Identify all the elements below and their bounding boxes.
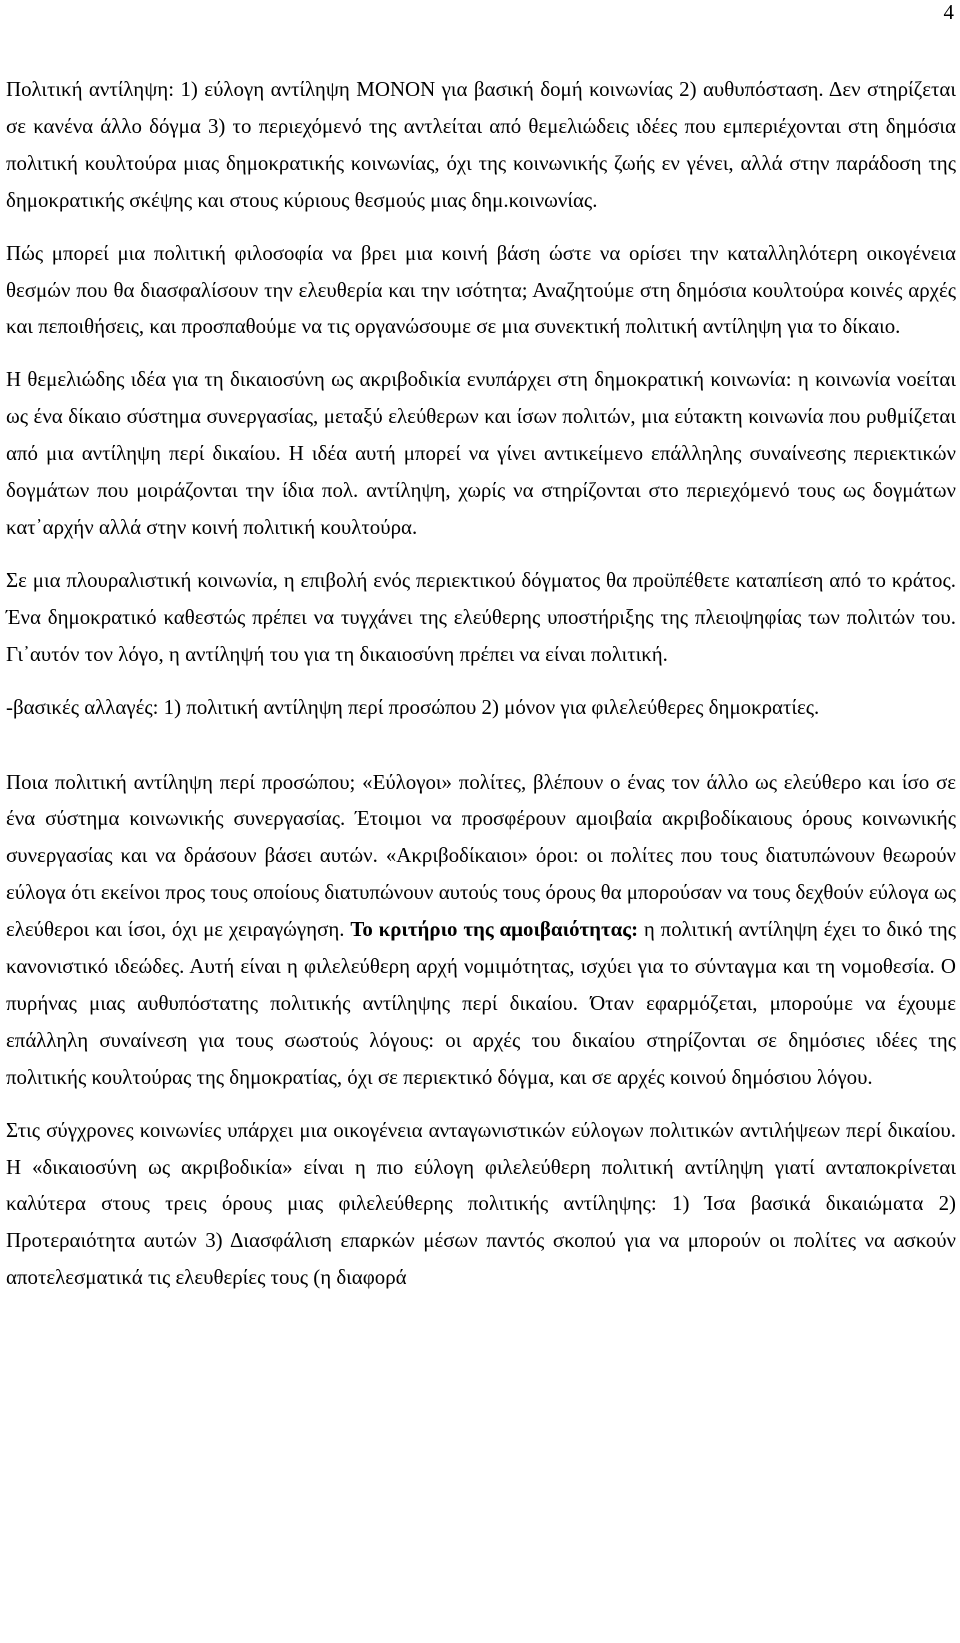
paragraph-pluralist-society: Σε μια πλουραλιστική κοινωνία, η επιβολή ενός περιεκτικού δόγματος θα προϋπέθετε καταπίεση από το κράτος. Ένα δημοκρατικό καθεστώς πρέπει να τυγχάνει της ελεύθερης υποστήριξης της πλειοψηφίας των πολιτών του. Γι᾽αυτόν τον λόγο, η αντίληψή του για τη δικαιοσύνη πρέπει να είναι πολιτική. (6, 567, 956, 666)
paragraph-modern-societies: Στις σύγχρονες κοινωνίες υπάρχει μια οικογένεια ανταγωνιστικών εύλογων πολιτικών αντιλήψεων περί δικαίου. Η «δικαιοσύνη ως ακριβοδικία» είναι η πιο εύλογη φιλελεύθερη πολιτική αντίληψη γιατί ανταποκρίνεται καλύτερα στους τρεις όρους μιας φιλελεύθερης πολιτικής αντίληψης: 1) Ίσα βασικά δικαιώματα 2) Προτεραιότητα αυτών 3) Διασφάλιση επαρκών μέσων παντός σκοπού για να μπορούν οι πολίτες να ασκούν αποτελεσματικά τις ελευθερίες τους (η διαφορά (6, 1117, 956, 1290)
paragraph-basic-changes: -βασικές αλλαγές: 1) πολιτική αντίληψη περί προσώπου 2) μόνον για φιλελεύθερες δημοκρατίες. (6, 694, 820, 719)
reciprocity-criterion-text: η πολιτική αντίληψη έχει το δικό της κανονιστικό ιδεώδες. Αυτή είναι η φιλελεύθερη αρχή νομιμότητας, ισχύει για το σύνταγμα και τη νομοθεσία. Ο πυρήνας μιας αυθυπόστατης πολιτικής αντίληψης περί δικαίου. Όταν εφαρμόζεται, μπορούμε να έχουμε επάλληλη συναίνεση για τους σωστούς λόγους: οι αρχές του δικαίου στηρίζονται σε δημόσιες ιδέες της πολιτικής κουλτούρας της δημοκρατίας, όχι σε περιεκτικό δόγμα, και σε αρχές κοινού δημόσιου λόγου. (6, 917, 956, 1089)
page-number: 4 (943, 0, 954, 24)
paragraph-common-basis: Πώς μπορεί μια πολιτική φιλοσοφία να βρει μια κοινή βάση ώστε να ορίσει την καταλληλότερη οικογένεια θεσμών που θα διασφαλίσουν την ελευθερία και την ισότητα; Αναζητούμε στη δημόσια κουλτούρα κοινές αρχές και πεποιθήσεις, και προσπαθούμε να τις οργανώσουμε σε μια συνεκτική πολιτική αντίληψη για το δίκαιο. (6, 240, 956, 339)
paragraph-conception-of-person (6, 764, 956, 1096)
paragraph-political-conception: Πολιτική αντίληψη: 1) εύλογη αντίληψη ΜΟΝΟΝ για βασική δομή κοινωνίας 2) αυθυπόσταση. Δεν στηρίζεται σε κανένα άλλο δόγμα 3) το περιεχόμενό της αντλείται από θεμελιώδεις ιδέες που εμπεριέχονται στη δημόσια πολιτική κουλτούρα μιας δημοκρατικής κοινωνίας, όχι της κοινωνικής ζωής εν γένει, αλλά στην παράδοση της δημοκρατικής σκέψης και στους κύριους θεσμούς μιας δημ.κοινωνίας. (6, 77, 956, 212)
paragraph-conception-of-person-text: Ποια πολιτική αντίληψη περί προσώπου; «Εύλογοι» πολίτες, βλέπουν ο ένας τον άλλο ως ελεύθερο και ίσο σε ένα σύστημα κοινωνικής συνεργασίας. Έτοιμοι να προσφέρουν αμοιβαία ακριβοδίκαιους όρους κοινωνικής συνεργασίας και να δράσουν βάσει αυτών. «Ακριβοδίκαιοι» όροι: οι πολίτες που τους διατυπώνουν θεωρούν εύλογα ότι εκείνοι προς τους οποίους διατυπώνουν αυτούς τους όρους θα μπορούσαν να τους δεχθούν εύλογα ως ελεύθεροι και ίσοι, όχι με χειραγώγηση. (6, 769, 956, 942)
reciprocity-criterion-heading: Το κριτήριο της αμοιβαιότητας: (350, 917, 639, 942)
paragraph-fundamental-idea: Η θεμελιώδης ιδέα για τη δικαιοσύνη ως ακριβοδικία ενυπάρχει στη δημοκρατική κοινωνία: η κοινωνία νοείται ως ένα δίκαιο σύστημα συνεργασίας, μεταξύ ελεύθερων και ίσων πολιτών, μια εύτακτη κοινωνία που ρυθμίζεται από μια αντίληψη περί δικαίου. Η ιδέα αυτή μπορεί να γίνει αντικείμενο επάλληλης συναίνεσης περιεκτικών δογμάτων που μοιράζονται την ίδια πολ. αντίληψη, χωρίς να στηρίζονται στο περιεχόμενό τους ως δογμάτων κατ᾽αρχήν αλλά στην κοινή πολιτική κουλτούρα. (6, 367, 956, 539)
